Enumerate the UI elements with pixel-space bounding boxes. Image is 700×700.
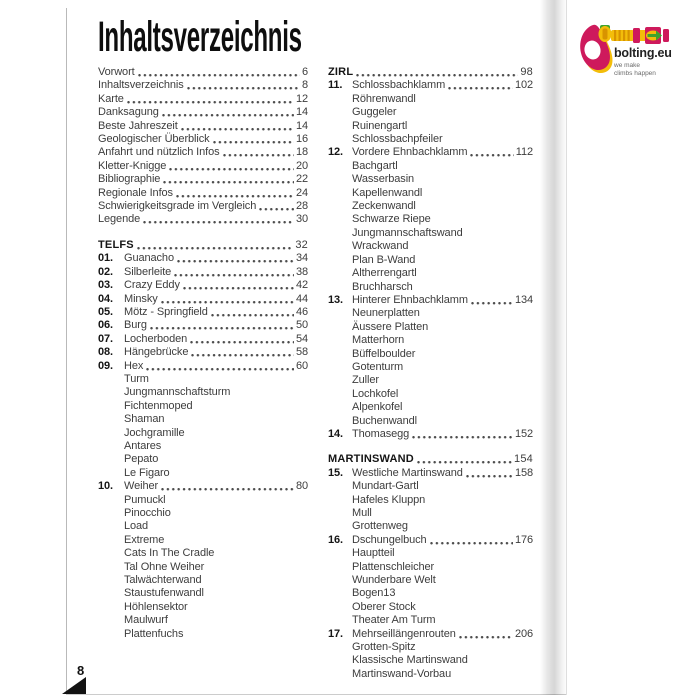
entry-page: 34 xyxy=(295,252,308,265)
entry-page: 44 xyxy=(295,292,308,305)
entry-number: 06. xyxy=(98,319,113,332)
toc-sub-entry xyxy=(328,374,533,387)
entry-page: 152 xyxy=(514,427,533,440)
entry-label: Thomasegg xyxy=(352,427,410,440)
entry-label: Lochkofel xyxy=(352,387,399,400)
toc-sub-entry xyxy=(328,200,533,213)
dot-leader xyxy=(447,79,513,92)
dot-leader xyxy=(182,279,294,292)
entry-label: Le Figaro xyxy=(124,466,170,479)
logo-text xyxy=(614,46,672,77)
toc-sub-entry xyxy=(328,334,533,347)
entry-label: Maulwurf xyxy=(124,614,168,627)
toc-entry xyxy=(98,146,308,159)
entry-label: Hinterer Ehnbachklamm xyxy=(352,293,468,306)
entry-page: 54 xyxy=(295,332,308,345)
toc-sub-entry xyxy=(328,133,533,146)
toc-sub-entry xyxy=(328,307,533,320)
entry-label: Wunderbare Welt xyxy=(352,574,436,587)
entry-page: 80 xyxy=(295,480,308,493)
entry-label: Pepato xyxy=(124,453,159,466)
logo-tagline-line2: climbs happen xyxy=(614,69,656,77)
dot-leader xyxy=(186,79,300,92)
entry-label: Gotenturm xyxy=(352,360,404,373)
toc-sub-entry xyxy=(328,574,533,587)
entry-label: Zuller xyxy=(352,374,379,387)
entry-label: Burg xyxy=(124,319,147,332)
toc-entry xyxy=(98,93,308,106)
dot-leader xyxy=(173,266,294,279)
entry-label: Extreme xyxy=(124,533,165,546)
dot-leader xyxy=(136,239,294,252)
toc-entry xyxy=(328,294,533,307)
dot-leader xyxy=(416,453,512,466)
entry-label: Martinswand-Vorbau xyxy=(352,667,452,680)
page-number: 8 xyxy=(77,663,85,678)
toc-sub-entry xyxy=(328,106,533,119)
toc-entry xyxy=(98,346,308,359)
toc-sub-entry xyxy=(328,388,533,401)
dot-leader xyxy=(429,534,513,547)
dot-leader xyxy=(222,146,294,159)
toc-entry xyxy=(98,133,308,146)
entry-page: 8 xyxy=(301,79,308,92)
entry-number: 07. xyxy=(98,332,113,345)
entry-number: 14. xyxy=(328,427,343,440)
toc-sub-entry xyxy=(98,547,308,560)
toc-sub-entry xyxy=(328,120,533,133)
toc-sub-entry xyxy=(328,480,533,493)
entry-label: Karte xyxy=(98,92,124,105)
dot-leader xyxy=(161,106,294,119)
toc-sub-entry xyxy=(98,614,308,627)
toc-sub-entry xyxy=(328,507,533,520)
entry-label: Cats In The Cradle xyxy=(124,547,215,560)
entry-page: 154 xyxy=(514,453,533,466)
entry-page: 12 xyxy=(295,92,308,105)
entry-page: 58 xyxy=(295,346,308,359)
entry-number: 08. xyxy=(98,346,113,359)
toc-sub-entry xyxy=(328,93,533,106)
entry-label: Klassische Martinswand xyxy=(352,654,468,667)
entry-label: MARTINSWAND xyxy=(328,453,414,466)
entry-label: Schwierigkeitsgrade im Vergleich xyxy=(98,200,257,213)
toc-entry xyxy=(328,534,533,547)
entry-label: Wrackwand xyxy=(352,240,409,253)
toc-entry xyxy=(98,79,308,92)
toc-sub-entry xyxy=(328,520,533,533)
toc-entry xyxy=(328,467,533,480)
entry-label: Bruchharsch xyxy=(352,280,413,293)
entry-label: Mundart-Gartl xyxy=(352,480,419,493)
entry-page: 38 xyxy=(295,265,308,278)
page-edge-left xyxy=(66,8,67,695)
toc-entry xyxy=(98,200,308,213)
entry-page: 30 xyxy=(295,213,308,226)
toc-column-right xyxy=(328,66,533,681)
toc-entry xyxy=(98,333,308,346)
bolting-logo xyxy=(576,22,682,82)
dot-leader xyxy=(160,480,294,493)
toc-entry xyxy=(98,252,308,265)
toc-entry xyxy=(98,160,308,173)
entry-label: Pumuckl xyxy=(124,493,166,506)
entry-number: 16. xyxy=(328,533,343,546)
entry-label: Guggeler xyxy=(352,106,397,119)
entry-label: Matterhorn xyxy=(352,334,405,347)
entry-number: 01. xyxy=(98,252,113,265)
entry-label: Geologischer Überblick xyxy=(98,133,210,146)
entry-number: 15. xyxy=(328,466,343,479)
entry-label: Neunerplatten xyxy=(352,307,420,320)
entry-label: Jungmannschaftsturm xyxy=(124,386,231,399)
entry-label: Shaman xyxy=(124,413,165,426)
dot-leader xyxy=(175,187,294,200)
entry-number: 04. xyxy=(98,292,113,305)
toc-entry xyxy=(98,306,308,319)
entry-page: 112 xyxy=(515,146,533,159)
toc-entry xyxy=(98,120,308,133)
entry-label: Kletter-Knigge xyxy=(98,159,167,172)
entry-label: Ruinengartl xyxy=(352,119,408,132)
entry-label: Hex xyxy=(124,359,144,372)
toc-sub-entry xyxy=(328,587,533,600)
entry-label: Antares xyxy=(124,439,162,452)
entry-page: 46 xyxy=(295,305,308,318)
entry-label: ZIRL xyxy=(328,66,354,78)
entry-label: Hauptteil xyxy=(352,547,395,560)
dot-leader xyxy=(458,628,513,641)
dot-leader xyxy=(162,173,294,186)
toc-sub-entry xyxy=(328,668,533,681)
toc-entry xyxy=(328,628,533,641)
toc-entry xyxy=(328,79,533,92)
entry-label: TELFS xyxy=(98,238,134,251)
toc-sub-entry xyxy=(328,240,533,253)
entry-label: Jungmannschaftswand xyxy=(352,226,463,239)
toc-sub-entry xyxy=(98,507,308,520)
entry-label: Äussere Platten xyxy=(352,320,429,333)
toc-column-left xyxy=(98,66,308,641)
dot-leader xyxy=(142,213,294,226)
section-header xyxy=(328,453,533,466)
entry-number: 05. xyxy=(98,305,113,318)
logo-tagline-line1: we make xyxy=(614,62,641,69)
toc-entry xyxy=(98,213,308,226)
toc-entry xyxy=(98,279,308,292)
toc-sub-entry xyxy=(328,547,533,560)
entry-number: 09. xyxy=(98,359,113,372)
entry-number: 13. xyxy=(328,293,343,306)
entry-page: 24 xyxy=(295,186,308,199)
entry-number: 12. xyxy=(328,146,343,159)
dot-leader xyxy=(145,360,294,373)
entry-label: Regionale Infos xyxy=(98,186,173,199)
entry-label: Westliche Martinswand xyxy=(352,466,463,479)
entry-label: Bachgartl xyxy=(352,159,398,172)
entry-label: Alpenkofel xyxy=(352,401,403,414)
entry-label: Röhrenwandl xyxy=(352,92,416,105)
entry-label: Höhlensektor xyxy=(124,600,188,613)
dot-leader xyxy=(160,293,294,306)
toc-sub-entry xyxy=(328,213,533,226)
entry-page: 60 xyxy=(295,359,308,372)
toc-sub-entry xyxy=(98,413,308,426)
entry-label: Büffelboulder xyxy=(352,347,416,360)
toc-sub-entry xyxy=(98,386,308,399)
entry-label: Danksagung xyxy=(98,106,159,119)
toc-sub-entry xyxy=(328,267,533,280)
entry-label: Mötz - Springfield xyxy=(124,305,208,318)
dot-leader xyxy=(190,346,294,359)
entry-label: Bogen13 xyxy=(352,587,396,600)
entry-number: 10. xyxy=(98,480,113,493)
entry-label: Grotten-Spitz xyxy=(352,641,416,654)
entry-label: Theater Am Turm xyxy=(352,614,436,627)
toc-entry xyxy=(328,428,533,441)
logo-tagline xyxy=(614,62,672,77)
toc-sub-entry xyxy=(328,281,533,294)
entry-label: Altherrengartl xyxy=(352,267,417,280)
entry-label: Weiher xyxy=(124,480,159,493)
dot-leader xyxy=(210,306,294,319)
entry-label: Schlossbachpfeiler xyxy=(352,133,443,146)
toc-sub-entry xyxy=(328,187,533,200)
entry-page: 6 xyxy=(301,66,308,78)
dot-leader xyxy=(180,120,294,133)
entry-page: 32 xyxy=(295,238,308,251)
page-title: Inhaltsverzeichnis xyxy=(98,13,302,61)
toc-sub-entry xyxy=(98,574,308,587)
entry-label: Legende xyxy=(98,213,141,226)
entry-page: 134 xyxy=(514,293,533,306)
entry-page: 206 xyxy=(514,627,533,640)
toc-entry xyxy=(98,480,308,493)
entry-label: Plattenschleicher xyxy=(352,560,435,573)
entry-label: Kapellenwandl xyxy=(352,186,423,199)
entry-number: 11. xyxy=(328,79,343,92)
entry-label: Schlossbachklamm xyxy=(352,79,446,92)
entry-label: Plattenfuchs xyxy=(124,627,184,640)
toc-sub-entry xyxy=(98,520,308,533)
entry-label: Minsky xyxy=(124,292,158,305)
toc-sub-entry xyxy=(98,427,308,440)
logo-wordmark: bolting.eu xyxy=(614,46,672,60)
toc-sub-entry xyxy=(328,415,533,428)
entry-label: Fichtenmoped xyxy=(124,399,193,412)
entry-label: Tal Ohne Weiher xyxy=(124,560,205,573)
entry-label: Zeckenwandl xyxy=(352,200,416,213)
section-header xyxy=(98,239,308,252)
entry-label: Vordere Ehnbachklamm xyxy=(352,146,468,159)
toc-entry xyxy=(98,66,308,79)
entry-page: 50 xyxy=(295,319,308,332)
entry-page: 14 xyxy=(295,119,308,132)
toc-sub-entry xyxy=(328,494,533,507)
toc-sub-entry xyxy=(98,373,308,386)
entry-page: 16 xyxy=(295,133,308,146)
dot-leader xyxy=(355,66,518,79)
entry-page: 28 xyxy=(295,200,308,213)
toc-sub-entry xyxy=(98,467,308,480)
page-edge-shadow xyxy=(540,0,567,695)
entry-page: 158 xyxy=(514,466,533,479)
entry-page: 42 xyxy=(295,279,308,292)
toc-sub-entry xyxy=(328,601,533,614)
toc-entry xyxy=(98,187,308,200)
dot-leader xyxy=(126,93,294,106)
toc-sub-entry xyxy=(98,628,308,641)
entry-label: Schwarze Riepe xyxy=(352,213,431,226)
entry-page: 102 xyxy=(514,79,533,92)
entry-page: 20 xyxy=(295,159,308,172)
entry-label: Wasserbasin xyxy=(352,173,415,186)
entry-label: Load xyxy=(124,520,149,533)
entry-label: Locherboden xyxy=(124,332,188,345)
entry-label: Mull xyxy=(352,507,372,519)
toc-entry xyxy=(328,146,533,159)
toc-sub-entry xyxy=(328,348,533,361)
entry-number: 03. xyxy=(98,279,113,292)
entry-page: 22 xyxy=(295,173,308,186)
entry-label: Oberer Stock xyxy=(352,600,416,613)
toc-sub-entry xyxy=(98,561,308,574)
toc-sub-entry xyxy=(98,400,308,413)
toc-sub-entry xyxy=(328,641,533,654)
entry-label: Bibliographie xyxy=(98,173,161,186)
toc-sub-entry xyxy=(328,160,533,173)
toc-sub-entry xyxy=(328,561,533,574)
toc-entry xyxy=(98,319,308,332)
dot-leader xyxy=(411,428,513,441)
toc-entry xyxy=(98,173,308,186)
dot-leader xyxy=(212,133,294,146)
dot-leader xyxy=(258,200,294,213)
dot-leader xyxy=(176,252,294,265)
entry-label: Staustufenwandl xyxy=(124,587,204,600)
entry-label: Hafeles Kluppn xyxy=(352,493,426,506)
dot-leader xyxy=(189,333,294,346)
dot-leader xyxy=(470,294,513,307)
toc-sub-entry xyxy=(98,534,308,547)
entry-label: Plan B-Wand xyxy=(352,253,416,266)
section-header xyxy=(328,66,533,79)
toc-sub-entry xyxy=(328,361,533,374)
toc-sub-entry xyxy=(98,440,308,453)
toc-sub-entry xyxy=(328,614,533,627)
toc-sub-entry xyxy=(328,321,533,334)
entry-label: Mehrseillängenrouten xyxy=(352,627,456,640)
toc-sub-entry xyxy=(98,453,308,466)
dot-leader xyxy=(168,160,294,173)
page-edge-bottom xyxy=(66,694,567,695)
entry-number: 17. xyxy=(328,627,343,640)
entry-page: 18 xyxy=(295,146,308,159)
toc-entry xyxy=(98,293,308,306)
toc-sub-entry xyxy=(98,601,308,614)
entry-label: Turm xyxy=(124,372,149,385)
entry-label: Crazy Eddy xyxy=(124,279,180,292)
entry-label: Guanacho xyxy=(124,252,174,265)
entry-label: Pinocchio xyxy=(124,507,171,519)
toc-entry xyxy=(98,106,308,119)
toc-sub-entry xyxy=(328,173,533,186)
entry-label: Hängebrücke xyxy=(124,346,189,359)
entry-label: Inhaltsverzeichnis xyxy=(98,79,184,92)
entry-page: 176 xyxy=(514,533,533,546)
toc-sub-entry xyxy=(328,654,533,667)
entry-label: Jochgramille xyxy=(124,426,185,439)
toc-entry xyxy=(98,360,308,373)
toc-sub-entry xyxy=(328,254,533,267)
dot-leader xyxy=(149,319,294,332)
entry-label: Buchenwandl xyxy=(352,414,417,427)
dot-leader xyxy=(469,146,513,159)
entry-label: Silberleite xyxy=(124,265,172,278)
toc-sub-entry xyxy=(98,587,308,600)
entry-label: Beste Jahreszeit xyxy=(98,119,178,132)
entry-page: 14 xyxy=(295,106,308,119)
toc-sub-entry xyxy=(98,494,308,507)
entry-page: 98 xyxy=(520,66,533,78)
dot-leader xyxy=(465,467,513,480)
dot-leader xyxy=(137,66,300,79)
toc-entry xyxy=(98,266,308,279)
entry-label: Anfahrt und nützlich Infos xyxy=(98,146,220,159)
entry-label: Grottenweg xyxy=(352,520,408,533)
toc-sub-entry xyxy=(328,227,533,240)
toc-sub-entry xyxy=(328,401,533,414)
entry-label: Talwächterwand xyxy=(124,574,202,587)
entry-number: 02. xyxy=(98,265,113,278)
entry-label: Dschungelbuch xyxy=(352,533,427,546)
entry-label: Vorwort xyxy=(98,66,135,78)
